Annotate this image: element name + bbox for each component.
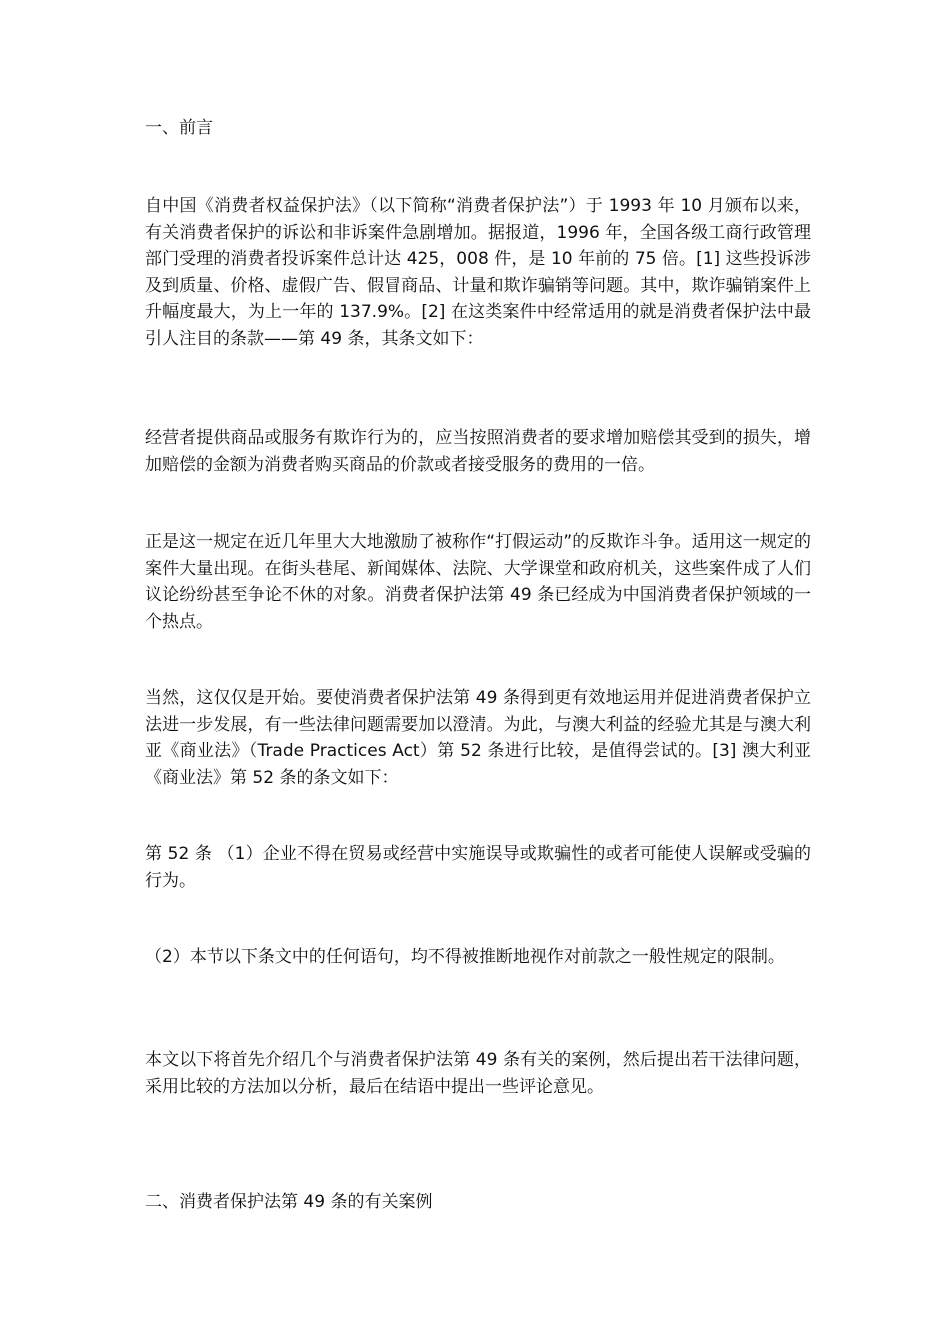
section-heading-preface: 一、前言 [145,118,213,138]
paragraph-article-52-2: （2）本节以下条文中的任何语句，均不得被推断地视作对前款之一般性规定的限制。 [145,947,785,967]
paragraph-article-52-1: 第 52 条 （1）企业不得在贸易或经营中实施误导或欺骗性的或者可能使人误解或受骗的行为。 [145,844,811,891]
paragraph-anti-fraud: 正是这一规定在近几年里大大地激励了被称作“打假运动”的反欺诈斗争。适用这一规定的案件大量出现。在街头巷尾、新闻媒体、法院、大学课堂和政府机关，这些案件成了人们议论纷纷甚至争论不休的对象。消费者保护法第 49 条已经成为中国消费者保护领域的一个热点。 [145,532,811,632]
section-heading-cases: 二、消费者保护法第 49 条的有关案例 [145,1192,433,1212]
paragraph-article-49-quote: 经营者提供商品或服务有欺诈行为的，应当按照消费者的要求增加赔偿其受到的损失，增加赔偿的金额为消费者购买商品的价款或者接受服务的费用的一倍。 [145,428,811,475]
paragraph-outline: 本文以下将首先介绍几个与消费者保护法第 49 条有关的案例，然后提出若干法律问题，采用比较的方法加以分析，最后在结语中提出一些评论意见。 [145,1050,811,1097]
paragraph-comparison: 当然，这仅仅是开始。要使消费者保护法第 49 条得到更有效地运用并促进消费者保护立法进一步发展，有一些法律问题需要加以澄清。为此，与澳大利益的经验尤其是与澳大利亚《商业法》（Trade Practices Act）第 52 条进行比较，是值得尝试的。[3] 澳大利亚《商业法》第 52 条的条文如下： [145,688,811,788]
paragraph-intro: 自中国《消费者权益保护法》（以下简称“消费者保护法”）于 1993 年 10 月颁布以来，有关消费者保护的诉讼和非诉案件急剧增加。据报道，1996 年，全国各级工商行政管理部门受理的消费者投诉案件总计达 425，008 件，是 10 年前的 75 倍。[1] 这些投诉涉及到质量、价格、虚假广告、假冒商品、计量和欺诈骗销等问题。其中，欺诈骗销案件上升幅度最大，为上一年的 137.9%。[2] 在这类案件中经常适用的就是消费者保护法中最引人注目的条款——第 49 条，其条文如下： [145,196,811,349]
